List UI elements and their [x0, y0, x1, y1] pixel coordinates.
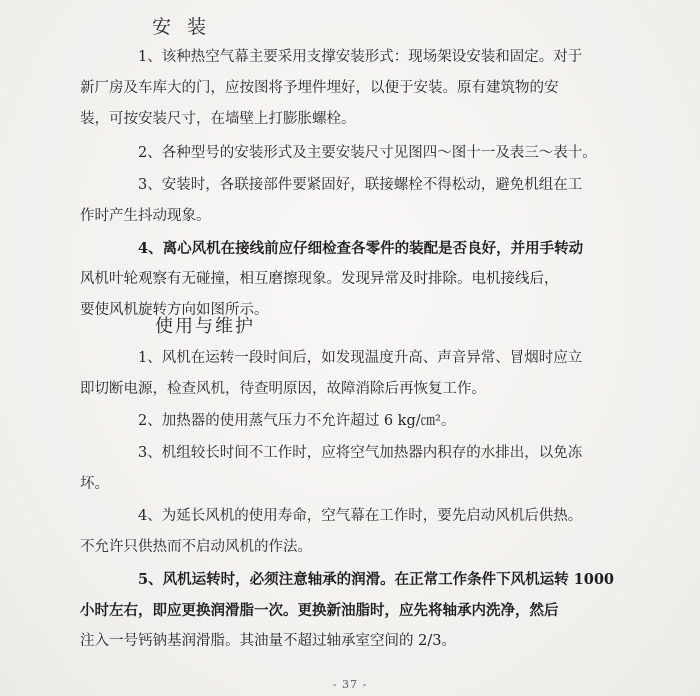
paragraph-maint-5 [80, 564, 628, 657]
paragraph-maint-4 [80, 501, 628, 563]
paragraph-install-1 [80, 42, 628, 135]
text-line: 即切断电源，检查风机，待查明原因，故障消除后再恢复工作。 [80, 381, 486, 397]
section-title-installation: 安装 [152, 16, 223, 38]
paragraph-maint-2 [80, 406, 628, 437]
paragraph-install-2 [80, 138, 628, 169]
text-line: 4、离心风机在接线前应仔细检查各零件的装配是否良好，并用手转动 [138, 240, 584, 257]
text-line: 1、该种热空气幕主要采用支撑安装形式：现场架设安装和固定。对于 [138, 49, 583, 65]
text-line: 4、为延长风机的使用寿命，空气幕在工作时，要先启动风机后供热。 [138, 508, 583, 524]
text-line: 要使风机旋转方向如图所示。 [80, 302, 269, 318]
text-line: 不允许只供热而不启动风机的作法。 [80, 539, 312, 555]
text-line: 5、风机运转时，必须注意轴承的润滑。在正常工作条件下风机运转 1000 [138, 571, 614, 588]
text-line: 作时产生抖动现象。 [80, 208, 211, 224]
paragraph-maint-3 [80, 438, 628, 500]
text-line: 坏。 [80, 476, 109, 492]
text-line: 3、安装时，各联接部件要紧固好，联接螺栓不得松动，避免机组在工 [138, 177, 583, 193]
text-line: 风机叶轮观察有无碰撞，相互磨擦现象。发现异常及时排除。电机接线后， [80, 271, 559, 287]
text-line: 新厂房及车库大的门，应按图将予埋件埋好，以便于安装。原有建筑物的安 [80, 80, 559, 96]
text-line: 小时左右，即应更换润滑脂一次。更换新油脂时，应先将轴承内洗净，然后 [80, 602, 559, 619]
text-line: 注入一号钙钠基润滑脂。其油量不超过轴承室空间的 2/3。 [80, 633, 456, 649]
paragraph-install-3 [80, 170, 628, 232]
paragraph-maint-1 [80, 343, 628, 405]
text-line: 2、加热器的使用蒸气压力不允许超过 6 kg/㎝²。 [138, 413, 456, 429]
text-line: 装，可按安装尺寸，在墙壁上打膨胀螺栓。 [80, 111, 356, 127]
section-title-use-maintenance: 使用与维护 [155, 316, 255, 337]
page-number: - 37 - [332, 678, 368, 691]
text-line: 1、风机在运转一段时间后，如发现温度升高、声音异常、冒烟时应立 [138, 350, 583, 366]
text-line: 2、各种型号的安装形式及主要安装尺寸见图四～图十一及表三～表十。 [138, 145, 597, 161]
text-line: 3、机组较长时间不工作时，应将空气加热器内积存的水排出，以免冻 [138, 445, 583, 461]
